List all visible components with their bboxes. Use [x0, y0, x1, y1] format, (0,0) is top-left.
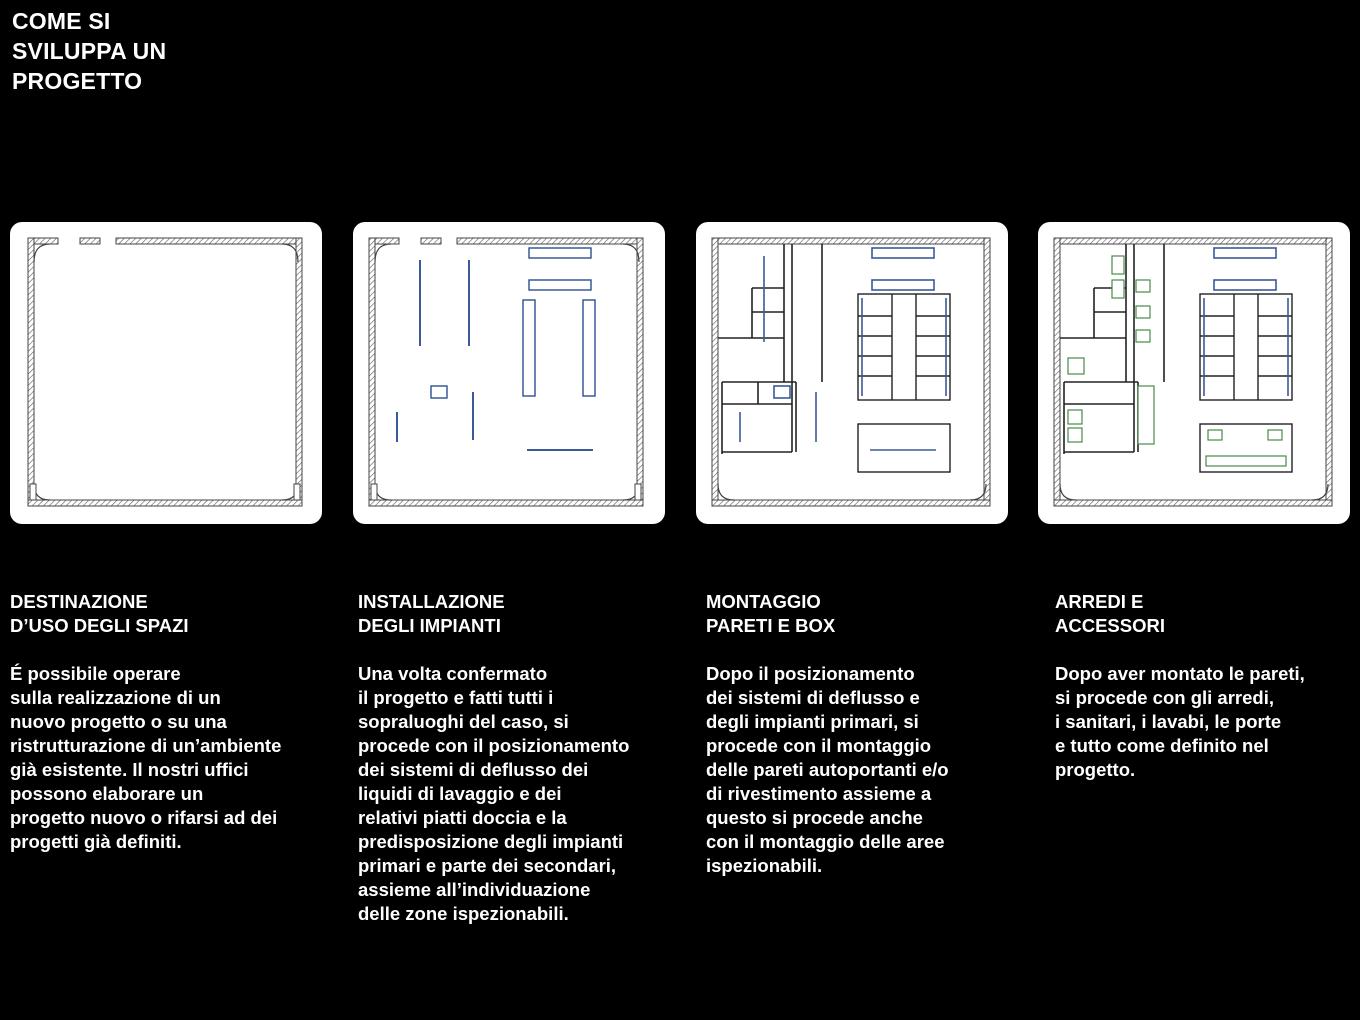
step-description: Dopo aver montato le pareti, si procede con gli arredi, i sanitari, i lavabi, le porte e tutto come definito nel progetto.	[1055, 663, 1305, 780]
step-title: ARREDI E ACCESSORI	[1055, 591, 1165, 636]
floor-plan-walls-boxes	[696, 222, 1008, 524]
step-1	[10, 590, 330, 854]
step-title: INSTALLAZIONE DEGLI IMPIANTI	[358, 591, 505, 636]
step-description: Dopo il posizionamento dei sistemi di deflusso e degli impianti primari, si procede con il montaggio delle pareti autoportanti e/o di rivestimento assieme a questo si procede anche con il montaggio delle aree ispezionabili.	[706, 663, 949, 876]
step-description: É possibile operare sulla realizzazione di un nuovo progetto o su una ristrutturazione di un’ambiente già esistente. Il nostri uffici possono elaborare un progetto nuovo o rifarsi ad dei progetti già definiti.	[10, 663, 282, 852]
outer-walls	[28, 238, 302, 506]
floor-plan-furnished	[1038, 222, 1350, 524]
step-title: DESTINAZIONE D’USO DEGLI SPAZI	[10, 591, 189, 636]
outer-walls	[369, 238, 643, 506]
floor-plan-card-1	[10, 222, 322, 524]
step-2	[358, 590, 678, 926]
floor-plan-card-4	[1038, 222, 1350, 524]
step-3	[706, 590, 1026, 878]
partition-walls	[718, 244, 822, 454]
floor-plan-plumbing	[353, 222, 665, 524]
step-description: Una volta confermato il progetto e fatti tutti i sopraluoghi del caso, si procede con il posizionamento dei sistemi di deflusso dei liquidi di lavaggio e dei relativi piatti doccia e la predisposizione degli impianti primari e parte dei secondari, assieme all’individuazione delle zone ispezionabili.	[358, 663, 630, 924]
step-title: MONTAGGIO PARETI E BOX	[706, 591, 836, 636]
shower-trays	[431, 248, 595, 398]
shower-boxes	[1200, 294, 1292, 472]
floor-plan-card-3	[696, 222, 1008, 524]
floor-plan-card-2	[353, 222, 665, 524]
step-4	[1055, 590, 1355, 782]
floor-plan-empty-room	[10, 222, 322, 524]
shower-boxes	[858, 294, 950, 472]
page-title: COME SI SVILUPPA UN PROGETTO	[12, 8, 167, 94]
